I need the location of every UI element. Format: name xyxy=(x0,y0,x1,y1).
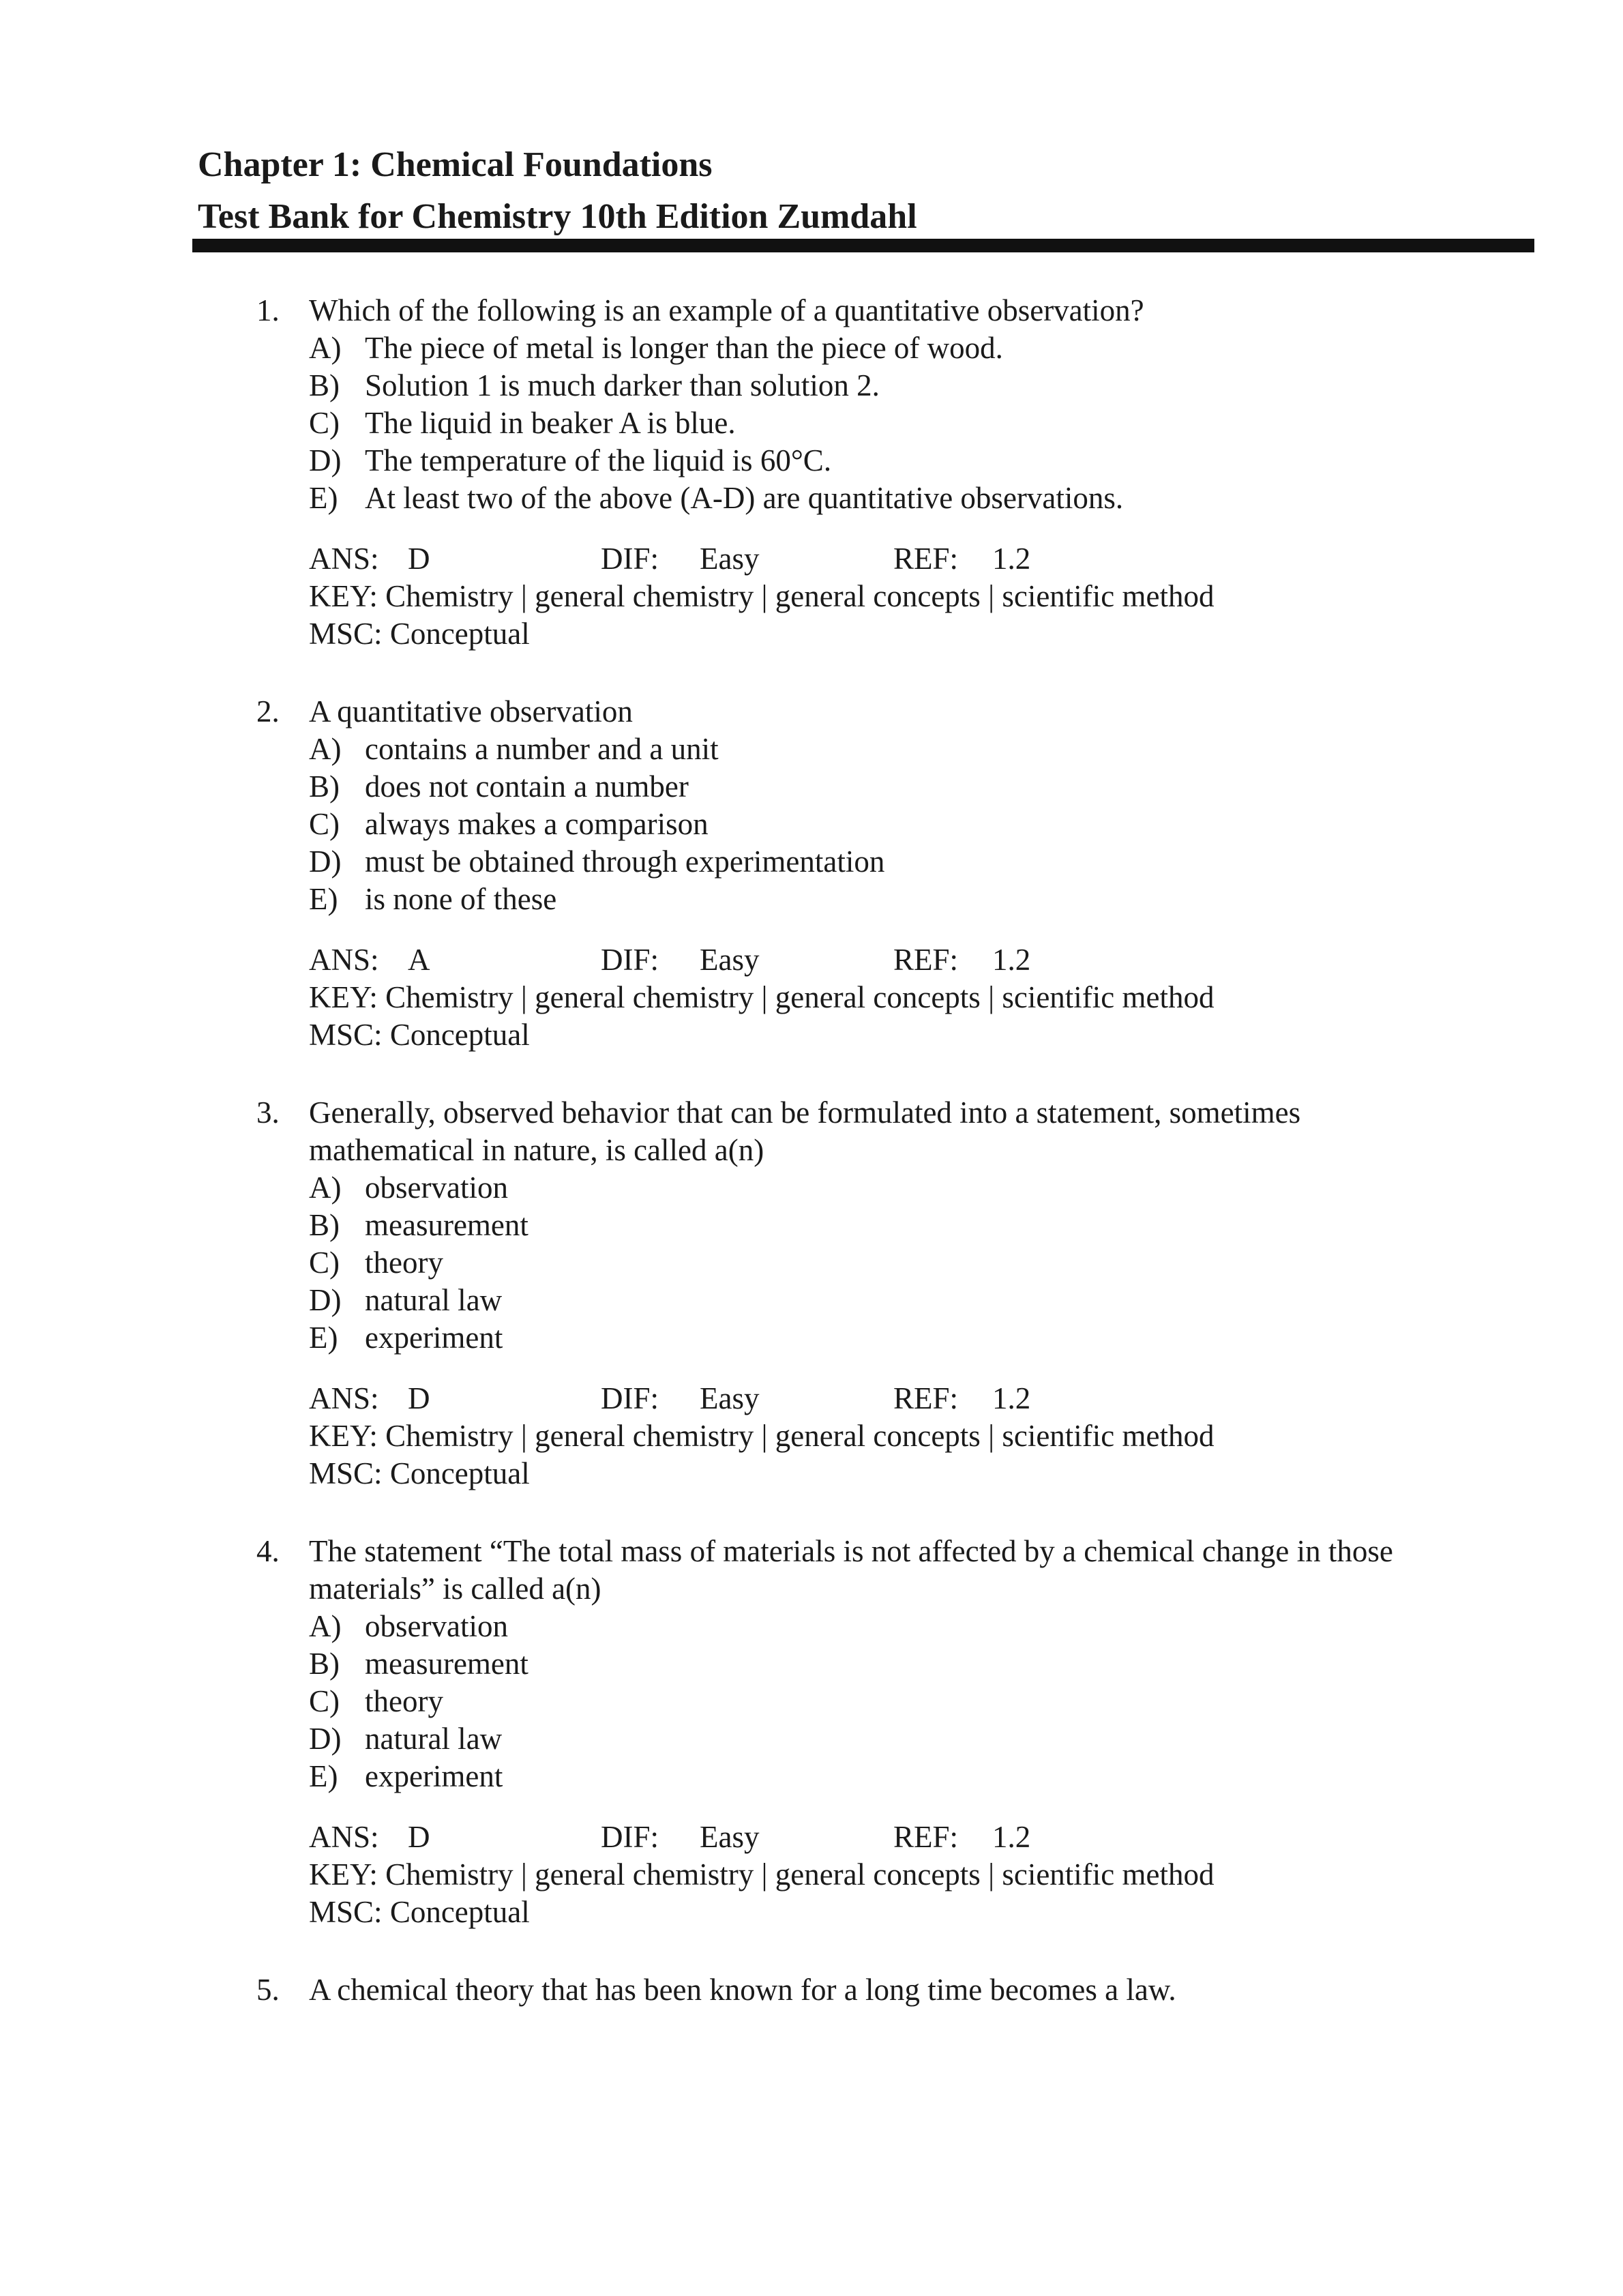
choice-letter: A) xyxy=(309,732,342,766)
difficulty-label: DIF: xyxy=(601,1381,659,1415)
answer-choices xyxy=(309,1608,1484,1795)
answer-metadata xyxy=(309,941,1484,1054)
choice-text: theory xyxy=(365,1684,443,1718)
misc-category-value: Conceptual xyxy=(389,617,530,651)
question-text-line: Generally, observed behavior that can be formulated into a statement, sometimes xyxy=(309,1095,1301,1130)
choice-text: At least two of the above (A-D) are quantitative observations. xyxy=(365,481,1124,515)
choice-letter: C) xyxy=(309,1684,340,1718)
difficulty-label: DIF: xyxy=(601,542,659,576)
keywords-row xyxy=(309,1856,1484,1894)
choice-text: natural law xyxy=(365,1283,503,1317)
answer-metadata xyxy=(309,540,1484,653)
keywords-row xyxy=(309,979,1484,1016)
label-spacer xyxy=(383,1895,390,1929)
question-body xyxy=(309,1971,1484,2009)
answer-field xyxy=(309,540,430,578)
answer-choices xyxy=(309,1169,1484,1357)
keywords-row xyxy=(309,1417,1484,1455)
answer-choice xyxy=(309,404,1484,442)
reference-label: REF: xyxy=(893,943,959,977)
keywords-value: Chemistry | general chemistry | general concepts | scientific method xyxy=(385,1857,1215,1892)
question-body xyxy=(309,1094,1484,1492)
answer-choice xyxy=(309,1244,1484,1282)
answer-choice xyxy=(309,480,1484,517)
choice-letter: B) xyxy=(309,368,340,402)
reference-field xyxy=(893,540,1030,578)
misc-category-label: MSC: xyxy=(309,1018,383,1052)
choice-text: theory xyxy=(365,1246,443,1280)
choice-text: experiment xyxy=(365,1321,503,1355)
reference-label: REF: xyxy=(893,1820,959,1854)
answer-metadata xyxy=(309,1380,1484,1492)
choice-text: The temperature of the liquid is 60°C. xyxy=(365,443,832,477)
keywords-value: Chemistry | general chemistry | general concepts | scientific method xyxy=(385,980,1215,1014)
choice-text: must be obtained through experimentation xyxy=(365,844,885,879)
answer-choice xyxy=(309,1608,1484,1645)
choice-text: natural law xyxy=(365,1722,503,1756)
difficulty-field xyxy=(601,1380,759,1417)
question-item xyxy=(256,1971,1484,2009)
answer-value: A xyxy=(408,943,430,977)
choice-letter: D) xyxy=(309,1722,342,1756)
answer-choice xyxy=(309,442,1484,480)
question-text-line: A chemical theory that has been known for a long time becomes a law. xyxy=(309,1973,1176,2007)
misc-category-label: MSC: xyxy=(309,1456,383,1490)
reference-value: 1.2 xyxy=(992,542,1031,576)
label-spacer xyxy=(378,980,385,1014)
chapter-title: Chapter 1: Chemical Foundations xyxy=(198,145,713,184)
choice-text: measurement xyxy=(365,1647,528,1681)
difficulty-field xyxy=(601,941,759,979)
question-text xyxy=(309,1971,1484,2009)
question-number: 2. xyxy=(256,694,280,728)
answer-choice xyxy=(309,367,1484,404)
label-spacer xyxy=(378,579,385,613)
choice-text: experiment xyxy=(365,1759,503,1793)
choice-text: does not contain a number xyxy=(365,769,689,804)
label-spacer xyxy=(383,1456,390,1490)
reference-value: 1.2 xyxy=(992,1820,1031,1854)
choice-letter: A) xyxy=(309,331,342,365)
difficulty-field xyxy=(601,1819,759,1856)
choice-letter: E) xyxy=(309,481,338,515)
choice-text: observation xyxy=(365,1171,508,1205)
choice-letter: C) xyxy=(309,406,340,440)
answer-metadata xyxy=(309,1819,1484,1931)
choice-letter: B) xyxy=(309,1208,340,1242)
header-rule xyxy=(192,239,1534,252)
label-spacer xyxy=(383,617,390,651)
question-text-line: Which of the following is an example of a quantitative observation? xyxy=(309,293,1144,327)
question-number: 5. xyxy=(256,1973,280,2007)
difficulty-label: DIF: xyxy=(601,943,659,977)
question-list xyxy=(256,292,1484,2049)
question-body xyxy=(309,1533,1484,1931)
answer-choice xyxy=(309,806,1484,843)
reference-label: REF: xyxy=(893,542,959,576)
question-item xyxy=(256,292,1484,653)
choice-letter: E) xyxy=(309,882,338,916)
misc-category-value: Conceptual xyxy=(389,1895,530,1929)
difficulty-value: Easy xyxy=(700,1820,760,1854)
label-spacer xyxy=(383,1018,390,1052)
choice-text: measurement xyxy=(365,1208,528,1242)
answer-label: ANS: xyxy=(309,1820,379,1854)
choice-text: is none of these xyxy=(365,882,557,916)
choice-letter: D) xyxy=(309,1283,342,1317)
difficulty-label: DIF: xyxy=(601,1820,659,1854)
question-item xyxy=(256,1094,1484,1492)
reference-field xyxy=(893,1380,1030,1417)
question-item xyxy=(256,693,1484,1054)
question-text-line: The statement “The total mass of materials is not affected by a chemical change in those xyxy=(309,1534,1393,1568)
keywords-value: Chemistry | general chemistry | general concepts | scientific method xyxy=(385,1419,1215,1453)
answer-choice xyxy=(309,843,1484,881)
keywords-label: KEY: xyxy=(309,980,378,1014)
question-text xyxy=(309,292,1484,329)
answer-value: D xyxy=(408,1381,430,1415)
choice-letter: D) xyxy=(309,443,342,477)
choice-letter: C) xyxy=(309,1246,340,1280)
reference-value: 1.2 xyxy=(992,1381,1031,1415)
question-text xyxy=(309,693,1484,731)
keywords-value: Chemistry | general chemistry | general concepts | scientific method xyxy=(385,579,1215,613)
document-header xyxy=(198,139,1534,243)
keywords-row xyxy=(309,578,1484,615)
answer-label: ANS: xyxy=(309,542,379,576)
ans-dif-ref-row xyxy=(309,1380,1484,1417)
answer-choice xyxy=(309,1683,1484,1720)
answer-label: ANS: xyxy=(309,1381,379,1415)
question-number: 3. xyxy=(256,1095,280,1130)
answer-choice xyxy=(309,1319,1484,1357)
answer-choice xyxy=(309,881,1484,918)
choice-letter: B) xyxy=(309,1647,340,1681)
reference-field xyxy=(893,1819,1030,1856)
question-text xyxy=(309,1094,1484,1169)
reference-value: 1.2 xyxy=(992,943,1031,977)
answer-choice xyxy=(309,768,1484,806)
difficulty-field xyxy=(601,540,759,578)
keywords-label: KEY: xyxy=(309,1857,378,1892)
choice-letter: A) xyxy=(309,1609,342,1643)
question-body xyxy=(309,693,1484,1054)
choice-text: contains a number and a unit xyxy=(365,732,719,766)
question-text xyxy=(309,1533,1484,1608)
answer-choice xyxy=(309,1720,1484,1758)
label-spacer xyxy=(378,1419,385,1453)
answer-choice xyxy=(309,1169,1484,1207)
misc-category-row xyxy=(309,1016,1484,1054)
answer-choice xyxy=(309,329,1484,367)
misc-category-label: MSC: xyxy=(309,617,383,651)
question-text-line: materials” is called a(n) xyxy=(309,1572,601,1606)
question-body xyxy=(309,292,1484,653)
reference-label: REF: xyxy=(893,1381,959,1415)
book-title: Test Bank for Chemistry 10th Edition Zumdahl xyxy=(198,197,917,236)
answer-choice xyxy=(309,731,1484,768)
choice-text: observation xyxy=(365,1609,508,1643)
ans-dif-ref-row xyxy=(309,941,1484,979)
answer-choice xyxy=(309,1207,1484,1244)
label-spacer xyxy=(378,1857,385,1892)
answer-label: ANS: xyxy=(309,943,379,977)
difficulty-value: Easy xyxy=(700,1381,760,1415)
misc-category-label: MSC: xyxy=(309,1895,383,1929)
difficulty-value: Easy xyxy=(700,943,760,977)
question-number: 1. xyxy=(256,293,280,327)
ans-dif-ref-row xyxy=(309,540,1484,578)
misc-category-value: Conceptual xyxy=(389,1018,530,1052)
answer-field xyxy=(309,1380,430,1417)
keywords-label: KEY: xyxy=(309,579,378,613)
choice-text: Solution 1 is much darker than solution 2. xyxy=(365,368,880,402)
answer-field xyxy=(309,941,430,979)
answer-choice xyxy=(309,1645,1484,1683)
answer-choice xyxy=(309,1758,1484,1795)
misc-category-value: Conceptual xyxy=(389,1456,530,1490)
answer-choices xyxy=(309,329,1484,517)
question-item xyxy=(256,1533,1484,1931)
misc-category-row xyxy=(309,1894,1484,1931)
question-number: 4. xyxy=(256,1534,280,1568)
question-text-line: A quantitative observation xyxy=(309,694,633,728)
answer-value: D xyxy=(408,1820,430,1854)
question-text-line: mathematical in nature, is called a(n) xyxy=(309,1133,764,1167)
misc-category-row xyxy=(309,615,1484,653)
choice-letter: B) xyxy=(309,769,340,804)
answer-value: D xyxy=(408,542,430,576)
choice-letter: A) xyxy=(309,1171,342,1205)
answer-choice xyxy=(309,1282,1484,1319)
choice-text: The piece of metal is longer than the piece of wood. xyxy=(365,331,1003,365)
reference-field xyxy=(893,941,1030,979)
answer-field xyxy=(309,1819,430,1856)
choice-text: The liquid in beaker A is blue. xyxy=(365,406,736,440)
misc-category-row xyxy=(309,1455,1484,1492)
choice-letter: E) xyxy=(309,1321,338,1355)
choice-letter: C) xyxy=(309,807,340,841)
choice-letter: D) xyxy=(309,844,342,879)
answer-choices xyxy=(309,731,1484,918)
ans-dif-ref-row xyxy=(309,1819,1484,1856)
difficulty-value: Easy xyxy=(700,542,760,576)
choice-text: always makes a comparison xyxy=(365,807,709,841)
choice-letter: E) xyxy=(309,1759,338,1793)
keywords-label: KEY: xyxy=(309,1419,378,1453)
